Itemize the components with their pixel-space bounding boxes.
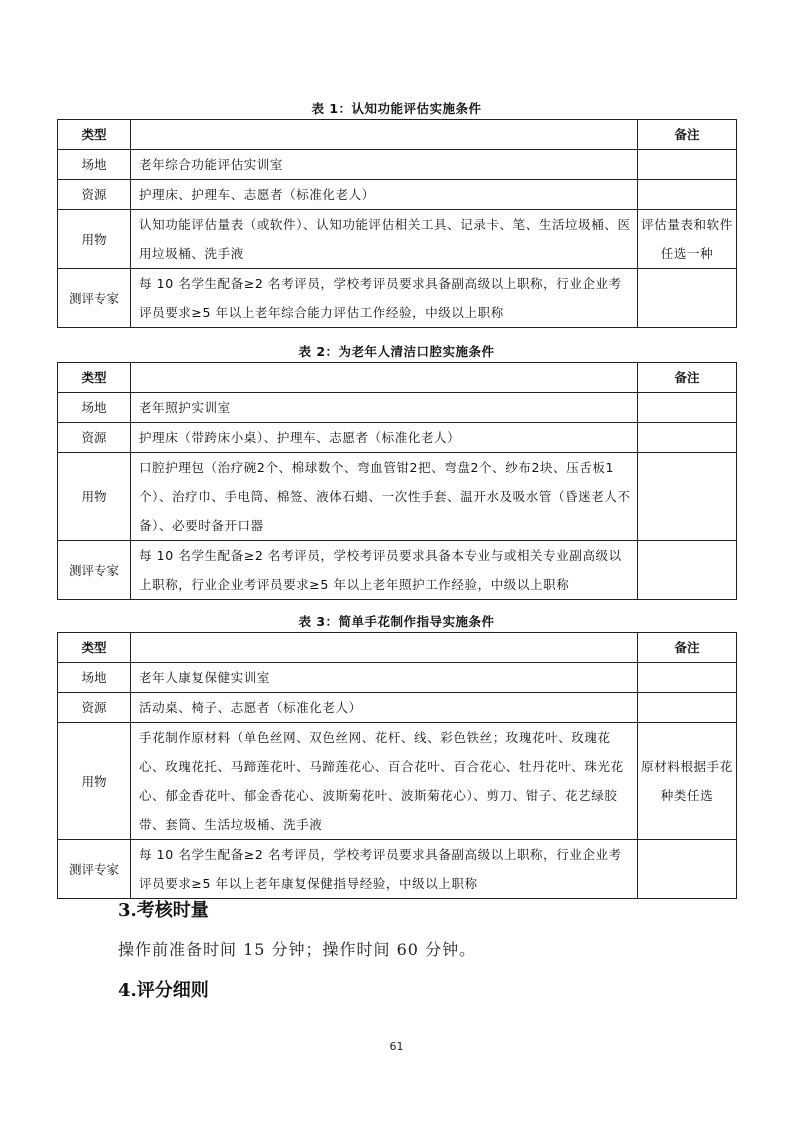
row-note	[638, 150, 737, 180]
row-type: 资源	[58, 423, 131, 453]
row-note: 评估量表和软件任选一种	[638, 210, 737, 269]
row-type: 资源	[58, 693, 131, 723]
table2	[57, 362, 737, 600]
row-note	[638, 541, 737, 600]
row-content: 护理床、护理车、志愿者（标准化老人）	[131, 180, 638, 210]
table3-caption: 表 3：简单手花制作指导实施条件	[298, 614, 495, 629]
row-content: 手花制作原材料（单色丝网、双色丝网、花杆、线、彩色铁丝；玫瑰花叶、玫瑰花心、玫瑰花托、马蹄莲花叶、马蹄莲花心、百合花叶、百合花心、牡丹花叶、珠光花心、郁金香花叶、郁金香花心、波斯菊花叶、波斯菊花心）、剪刀、钳子、花艺绿胶带、套筒、生活垃圾桶、洗手液	[131, 723, 638, 840]
header-content	[131, 633, 638, 663]
table2-caption: 表 2：为老年人清洁口腔实施条件	[298, 344, 495, 359]
section4-title: 4.评分细则	[118, 980, 209, 1001]
table-row	[58, 693, 737, 723]
row-note	[638, 840, 737, 899]
table-row	[58, 840, 737, 899]
row-content: 每 10 名学生配备≥2 名考评员，学校考评员要求具备副高级以上职称，行业企业考评员要求≥5 年以上老年综合能力评估工作经验，中级以上职称	[131, 269, 638, 328]
row-content: 活动桌、椅子、志愿者（标准化老人）	[131, 693, 638, 723]
table-row	[58, 453, 737, 541]
row-note	[638, 423, 737, 453]
row-content: 老年照护实训室	[131, 393, 638, 423]
header-note: 备注	[638, 120, 737, 150]
row-content: 认知功能评估量表（或软件）、认知功能评估相关工具、记录卡、笔、生活垃圾桶、医用垃圾桶、洗手液	[131, 210, 638, 269]
page-number: 61	[389, 1040, 404, 1053]
row-type: 资源	[58, 180, 131, 210]
header-content	[131, 363, 638, 393]
table-row	[58, 663, 737, 693]
header-note: 备注	[638, 633, 737, 663]
row-note	[638, 269, 737, 328]
row-content: 口腔护理包（治疗碗2个、棉球数个、弯血管钳2把、弯盘2个、纱布2块、压舌板1个）、治疗巾、手电筒、棉签、液体石蜡、一次性手套、温开水及吸水管（昏迷老人不备）、必要时备开口器	[131, 453, 638, 541]
header-note: 备注	[638, 363, 737, 393]
table-row	[58, 723, 737, 840]
row-content: 护理床（带跨床小桌）、护理车、志愿者（标准化老人）	[131, 423, 638, 453]
header-content	[131, 120, 638, 150]
row-content: 每 10 名学生配备≥2 名考评员，学校考评员要求具备本专业与或相关专业副高级以上职称，行业企业考评员要求≥5 年以上老年照护工作经验，中级以上职称	[131, 541, 638, 600]
row-content: 老年综合功能评估实训室	[131, 150, 638, 180]
row-note	[638, 693, 737, 723]
row-type: 场地	[58, 393, 131, 423]
row-type: 用物	[58, 723, 131, 840]
row-note	[638, 453, 737, 541]
table1	[57, 119, 737, 328]
table-header-row	[58, 363, 737, 393]
row-note: 原材料根据手花种类任选	[638, 723, 737, 840]
table-row	[58, 423, 737, 453]
row-content: 老年人康复保健实训室	[131, 663, 638, 693]
table-row	[58, 150, 737, 180]
table-row	[58, 210, 737, 269]
row-type: 测评专家	[58, 840, 131, 899]
row-note	[638, 663, 737, 693]
row-note	[638, 393, 737, 423]
row-type: 场地	[58, 663, 131, 693]
section3-title: 3.考核时量	[118, 900, 209, 921]
table-row	[58, 180, 737, 210]
header-type: 类型	[58, 363, 131, 393]
row-type: 测评专家	[58, 269, 131, 328]
section3-text: 操作前准备时间 15 分钟；操作时间 60 分钟。	[118, 940, 477, 959]
header-type: 类型	[58, 120, 131, 150]
table-row	[58, 269, 737, 328]
row-type: 用物	[58, 210, 131, 269]
table-row	[58, 393, 737, 423]
row-type: 场地	[58, 150, 131, 180]
row-note	[638, 180, 737, 210]
header-type: 类型	[58, 633, 131, 663]
table3	[57, 632, 737, 899]
table-row	[58, 541, 737, 600]
row-type: 用物	[58, 453, 131, 541]
row-type: 测评专家	[58, 541, 131, 600]
table-header-row	[58, 633, 737, 663]
row-content: 每 10 名学生配备≥2 名考评员，学校考评员要求具备副高级以上职称，行业企业考评员要求≥5 年以上老年康复保健指导经验，中级以上职称	[131, 840, 638, 899]
table1-caption: 表 1：认知功能评估实施条件	[311, 101, 482, 116]
table-header-row	[58, 120, 737, 150]
